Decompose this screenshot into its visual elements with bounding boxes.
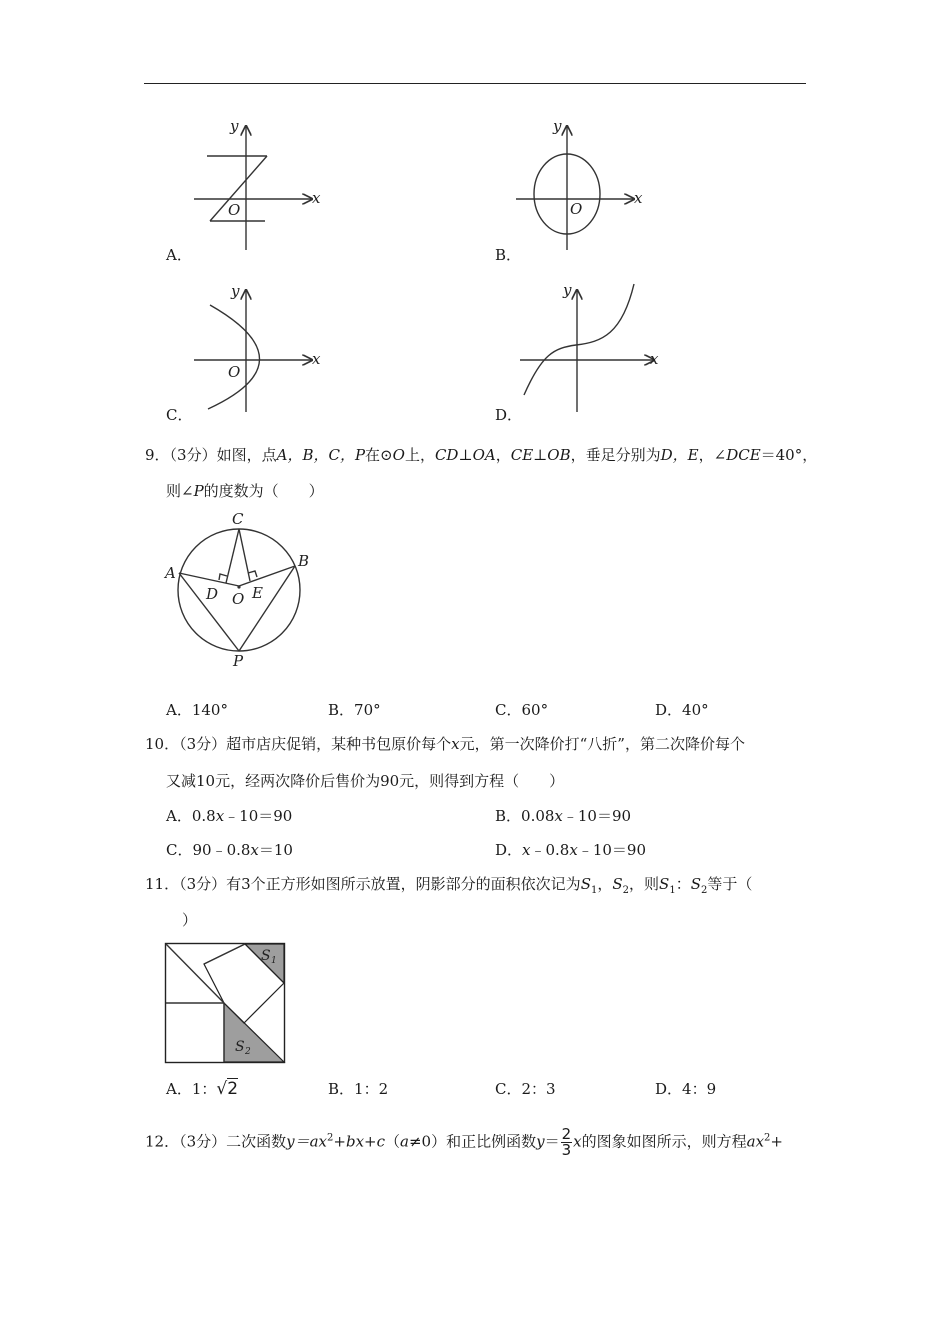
fig-s1-label: S [261, 948, 271, 964]
q9-option-d: D．40° [655, 701, 709, 719]
label-e: E [252, 584, 263, 602]
q11-option-b: B．1：2 [328, 1080, 389, 1098]
q9-option-b: B．70° [328, 701, 381, 719]
label-o: O [232, 590, 245, 608]
graph-d [516, 282, 666, 422]
q10-option-c: C．90﹣0.8x＝10 [166, 841, 293, 859]
option-label-a: A． [166, 246, 192, 264]
question-10-line-2: 又减10元，经两次降价后售价为90元，则得到方程（ ） [166, 772, 565, 790]
graph-c [190, 282, 330, 422]
y-label: y [563, 281, 572, 299]
q9-option-a: A．140° [166, 701, 228, 719]
q10-option-a: A．0.8x﹣10＝90 [166, 807, 293, 825]
label-p: P [233, 652, 244, 670]
origin-label: O [228, 201, 241, 219]
question-9-line-2: 则∠P的度数为（ ） [166, 482, 324, 500]
fig-s2-label: S [235, 1039, 245, 1055]
graph-a [190, 118, 330, 258]
x-label: x [650, 350, 659, 368]
q11-option-d: D．4：9 [655, 1080, 717, 1098]
label-d: D [206, 585, 219, 603]
x-label: x [312, 350, 321, 368]
q11-option-c: C．2：3 [495, 1080, 556, 1098]
y-label: y [553, 117, 562, 135]
origin-label: O [570, 200, 583, 218]
graph-b [512, 118, 652, 258]
question-11-line-2: ） [182, 911, 198, 929]
origin-label: O [228, 363, 241, 381]
q10-option-b: B．0.08x﹣10＝90 [495, 807, 632, 825]
header-rule [144, 83, 806, 84]
question-10-line-1: 10．（3分）超市店庆促销，某种书包原价每个x元，第一次降价打“八折”，第二次降价每个 [145, 735, 745, 753]
q11-option-a: A．1：√2 [166, 1079, 239, 1099]
label-a: A [165, 564, 176, 582]
fig-s2-sub: 2 [245, 1047, 251, 1057]
q9-option-c: C．60° [495, 701, 549, 719]
question-9-line-1: 9．（3分）如图，点A，B，C，P在⊙O上，CD⊥OA，CE⊥OB，垂足分别为D，E，∠DCE＝40°， [145, 446, 818, 464]
label-c: C [232, 510, 244, 528]
q10-option-d: D．x﹣0.8x﹣10＝90 [495, 841, 647, 859]
option-label-c: C． [166, 406, 193, 424]
label-b: B [298, 552, 310, 570]
x-label: x [312, 189, 321, 207]
option-label-b: B． [495, 246, 522, 264]
circle-figure [160, 510, 330, 670]
fig-s1-sub: 1 [271, 956, 277, 966]
option-label-d: D． [495, 406, 523, 424]
question-11-line-1: 11．（3分）有3个正方形如图所示放置，阴影部分的面积依次记为$S_1$，$S_2$，则$S_1$：$S_2$等于（ [145, 875, 753, 896]
question-12-line-1: 12．（3分）二次函数$y=ax^2+bx+c(a\ne 0)$和正比例函数y＝ $\frac{2}{3}$ x的图象如图所示，则方程$ax^2+$ [145, 1125, 783, 1159]
squares-figure [165, 943, 290, 1068]
x-label: x [634, 189, 643, 207]
y-label: y [230, 117, 239, 135]
y-label: y [231, 282, 240, 300]
